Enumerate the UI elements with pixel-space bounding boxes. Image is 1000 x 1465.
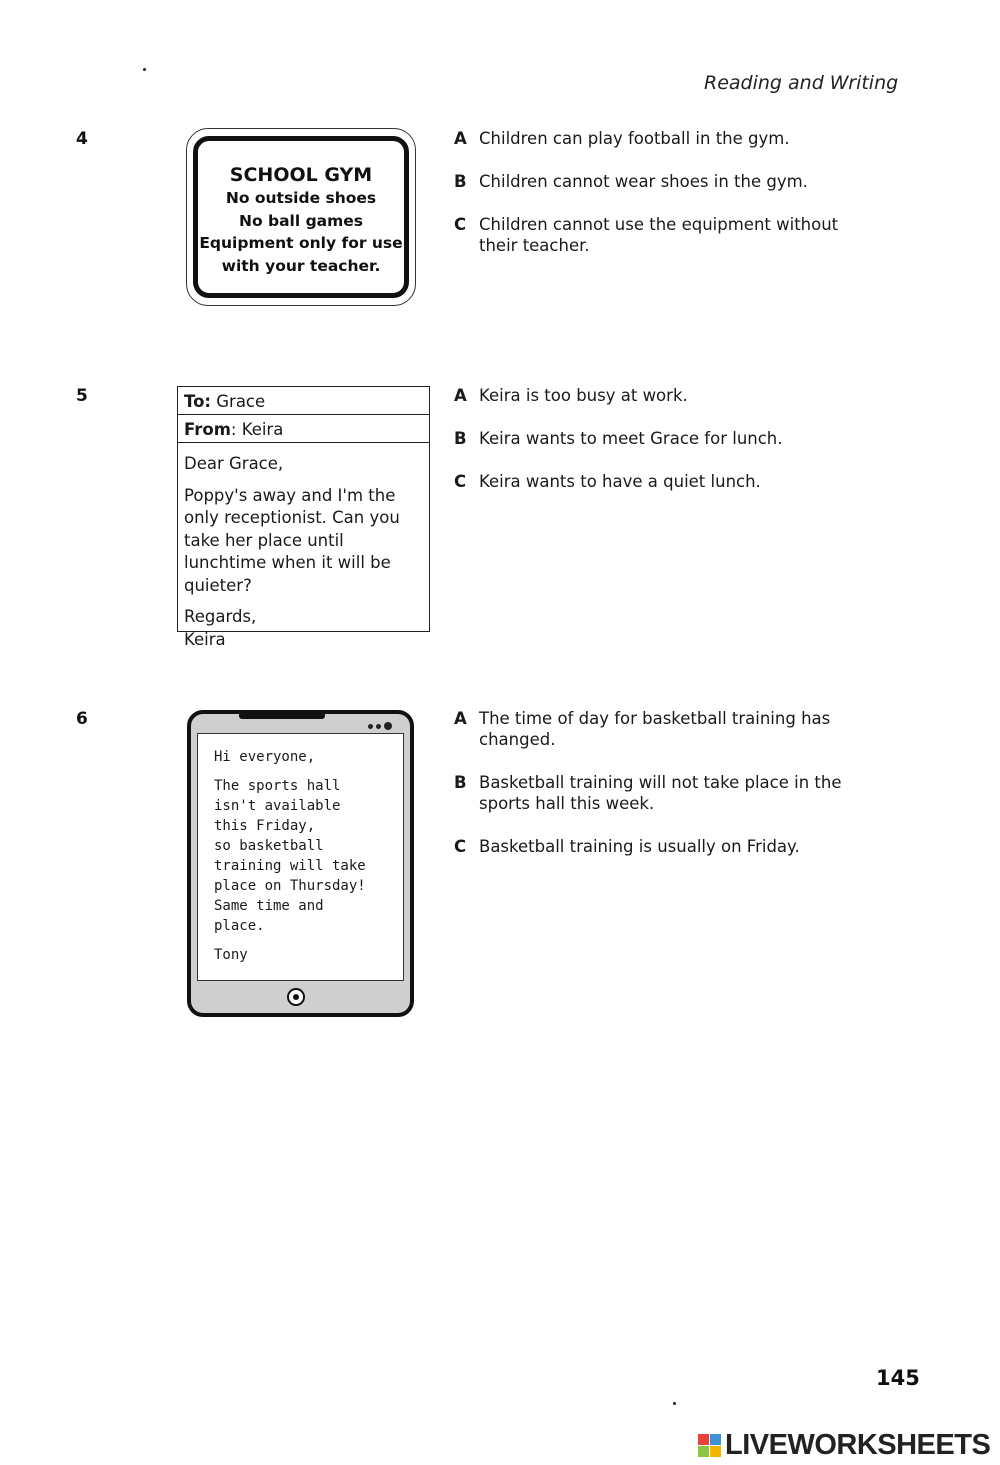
liveworksheets-logo-icon	[698, 1434, 721, 1457]
option-letter: A	[454, 129, 467, 148]
email-from-value: : Keira	[230, 420, 284, 439]
option-text: Basketball training will not take place in the sports hall this week.	[479, 773, 842, 813]
phone-text: The sports hall isn't available this Friday, so basketball training will take place on Thursday! Same time and place.	[214, 778, 366, 934]
home-button-icon	[287, 988, 305, 1006]
sign-line: No ball games	[238, 211, 364, 230]
phone-message	[187, 710, 414, 1017]
option-6b[interactable]	[454, 772, 854, 814]
email-text: Poppy's away and I'm the only receptionist. Can you take her place until lunchtime when it will be quieter?	[184, 485, 400, 595]
question-number-6: 6	[76, 709, 88, 729]
scan-speck	[143, 68, 146, 71]
options-q4	[454, 128, 854, 278]
logo-cell	[698, 1446, 709, 1457]
option-letter: C	[454, 472, 467, 491]
phone-greeting: Hi everyone,	[214, 749, 316, 765]
section-title: Reading and Writing	[704, 72, 899, 94]
option-letter: B	[454, 773, 467, 792]
email-to-label: To:	[184, 392, 211, 411]
option-5b[interactable]	[454, 428, 854, 449]
question-number-4: 4	[76, 129, 88, 149]
email-to-value: Grace	[211, 392, 266, 411]
option-text: Children cannot wear shoes in the gym.	[479, 172, 808, 191]
option-text: Keira wants to meet Grace for lunch.	[479, 429, 783, 448]
email-from-label: From	[184, 420, 231, 439]
option-5c[interactable]	[454, 471, 854, 492]
email-closing: Regards,	[184, 607, 257, 626]
sign-line: No outside shoes	[225, 189, 377, 207]
option-4b[interactable]	[454, 171, 854, 192]
option-6a[interactable]	[454, 708, 854, 750]
option-letter: A	[454, 709, 467, 728]
option-4c[interactable]	[454, 214, 854, 256]
option-text: Keira wants to have a quiet lunch.	[479, 472, 761, 491]
option-text: Children can play football in the gym.	[479, 129, 790, 148]
email-from-row	[178, 415, 429, 443]
email-to-row	[178, 387, 429, 415]
option-letter: C	[454, 837, 467, 856]
logo-cell	[698, 1434, 709, 1445]
school-gym-sign	[186, 128, 416, 306]
brand-name: LIVEWORKSHEETS	[725, 1429, 991, 1461]
options-q5	[454, 385, 854, 514]
option-letter: C	[454, 215, 467, 234]
option-text: Basketball training is usually on Friday.	[479, 837, 800, 856]
email-greeting: Dear Grace,	[184, 454, 284, 473]
phone-screen	[197, 733, 404, 981]
option-letter: A	[454, 386, 467, 405]
sign-inner-border	[193, 136, 409, 298]
email-message	[177, 386, 430, 649]
sign-line: Equipment only for use	[199, 234, 403, 252]
sign-title: SCHOOL GYM	[229, 164, 373, 186]
question-number-5: 5	[76, 386, 88, 406]
phone-signature: Tony	[214, 947, 248, 963]
option-text: Children cannot use the equipment without their teacher.	[479, 215, 839, 255]
option-letter: B	[454, 172, 467, 191]
phone-speaker	[239, 714, 325, 719]
liveworksheets-brand	[698, 1429, 990, 1462]
scan-speck	[673, 1402, 676, 1405]
option-text: Keira is too busy at work.	[479, 386, 688, 405]
option-6c[interactable]	[454, 836, 854, 857]
logo-cell	[710, 1434, 721, 1445]
email-body	[178, 443, 429, 651]
option-letter: B	[454, 429, 467, 448]
logo-cell	[710, 1446, 721, 1457]
option-4a[interactable]	[454, 128, 854, 149]
email-signature: Keira	[184, 629, 226, 649]
phone-camera-dots	[368, 722, 392, 730]
option-5a[interactable]	[454, 385, 854, 406]
sign-line: with your teacher.	[221, 256, 381, 275]
page-number: 145	[876, 1366, 920, 1390]
option-text: The time of day for basketball training has changed.	[479, 709, 831, 749]
options-q6	[454, 708, 854, 879]
